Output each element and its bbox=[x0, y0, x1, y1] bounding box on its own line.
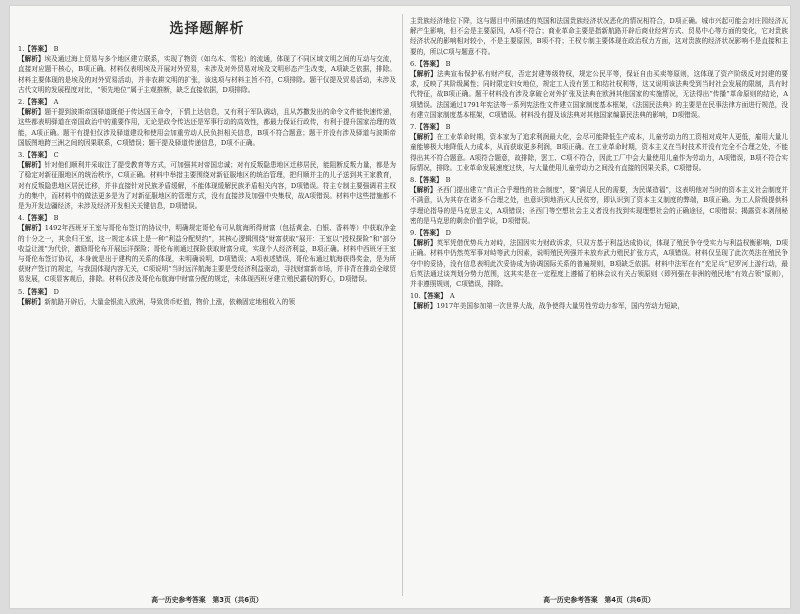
analysis-paragraph bbox=[18, 107, 396, 148]
answer-value: A bbox=[53, 98, 59, 107]
analysis-text: 法典宣布保护私有财产权，否定封建等级特权，规定公民平等，保证自由买卖等原则，这体现了资产阶级反对封建的要求，反映了其阶级属性；同时限定妇女地位，规定工人没有罢工和结社权利等，这又说明该法典受到当时社会发展的限制，具有时代特征，故B项正确。题干材料没有涉及拿破仑对外扩张及法典在欧洲其他国家的实施情况，无法得出“传播”革命原则的结论，A项错误。法国通过1791年宪法等一系列宪法性文件建立国家制度基本框架，《法国民法典》的主要是在民事法律方面进行规范，没有建立国家制度基本框架，C项错误。材料没有提及该法典对其他国家编纂民法典的影响，D项错误。 bbox=[410, 70, 788, 119]
question-number: 8. bbox=[410, 176, 417, 185]
analysis-text: 1492年西班牙王室与哥伦布签订的协议中，明确规定哥伦布可从航海所得财富（包括黄金、白银、香料等）中获取净金的十分之一，其余归王室，这一规定本质上是一种“利益分配契约”，其核心逻辑围绕“财富获取”展开：王室以“授权探险”和“部分收益让渡”为代价，激励哥伦布开展远洋探险；哥伦布则通过探险获取财富分成，实现个人经济利益，B项正确。材料中西班牙王室与哥伦布签订协议，本身就是出于建构的关系的体现，未明确说明，D项错误；A项表述错误，哥伦布通过航海获得奖金，是为所获财产签订的规定，与我国体现内容无关，C项说明“当时远洋航海主要是受经济利益驱动，寻找财富新市场，并非背在推动全球贸易发展，C项显客观后，排除。材料仅涉及哥伦布航海中财富分配的规定，未体现西班牙建立殖民霸权的野心，D项错误。 bbox=[18, 224, 396, 284]
page-title: 选择题解析 bbox=[169, 21, 245, 37]
answer-label: 【答案】 bbox=[416, 229, 443, 238]
analysis-label: 【解析】 bbox=[18, 224, 45, 233]
question-item bbox=[18, 213, 396, 284]
question-number: 4. bbox=[18, 214, 25, 223]
analysis-label: 【解析】 bbox=[410, 133, 437, 142]
answer-value: B bbox=[53, 214, 59, 223]
answer-label: 【答案】 bbox=[24, 45, 51, 53]
question-item bbox=[410, 122, 788, 173]
answer-label: 【答案】 bbox=[416, 176, 443, 185]
question-number: 5. bbox=[18, 287, 25, 296]
analysis-text: 埃及通过海上贸易与多个地区建立联系，实现了物资（如乌木、雪松）的流通，体现了不同区域文明之间的互动与交流，直接对应题干核心，B项正确。材料仅表明埃及开展对外贸易，未涉及对外贸易对埃及文明形态产生改变，A项缺乏依据，排除。材料主要体现的是埃及的对外贸易活动，并非农耕文明的扩张，该选项与材料主旨不符，C项排除。题干仅提及贸易活动，未涉及古代文明的发展程度对比，“领先地位”属于主观推断，缺乏直接依据，D项排除。 bbox=[18, 55, 396, 94]
analysis-text: 针对他们顺利并采取注了提受教育等方式，可加强其对帝国忠诚；对有反叛隐患地区迁移居民，能阻断反叛力量，都是为了稳定对新征服地区的统治秩序，C项正确。材料中举措主要围绕对新征服地区的统治管理，把归顺并主的儿子送到其王家教育，对有反叛隐患地区居民迁移，并非直接针对民族矛盾缓解，不能体现缓解民族矛盾相关内容，D项错误。符主专制主要强调君主权力的集中，而材料中的做法更多是为了对新征服地区的管理方式，没有直接涉及加强中央集权，故A项错误。材料中这些措施都不是为开发边疆经济，未涉及经济开发相关关键信息，D项错误。 bbox=[18, 161, 396, 211]
analysis-text: 题干提到波斯帝国驿道既便于传达国王命令，下情上达信息，又有利于军队调动，且从苏撒发出的命令文件能快速传递，这些都表明驿道在帝国政治中的重要作用，无论是政令传达还是军事行动的高效性，都最力保证行政传，有利于提升国家治理的效能，A项正确。题干有提但仅涉及驿道建设和使用会加重劳动人民负担相关信息，B项不符合题意；题干并没有涉及驿道与波斯帝国版图地跨三洲之间的因果联系，C项错误；题干提及驿道传递信息，D项不正确。 bbox=[18, 108, 396, 147]
question-item bbox=[410, 175, 788, 226]
question-number: 3. bbox=[18, 151, 25, 160]
analysis-paragraph bbox=[410, 132, 788, 173]
answer-line bbox=[410, 291, 788, 301]
right-page bbox=[410, 6, 788, 608]
analysis-text: 在工业革命时期，资本家为了追求利润最大化，会尽可能降低生产成本，儿童劳动力的工资相对成年人更低，雇用大量儿童能够极大地降低人力成本，从而获取更多利润，B项正确。在工业革命时期，资本主义在当时技术并没有完全不合理之处，不能得出其不符合题意。A项符合题意，故排除，罢工、C项不符合，因此工厂中会大量使用儿童作为劳动力，A项错误，B项不符合实际情况，排除。工业革命发展速度过快，与大量使用儿童劳动力之间没有直接的因果关系，C项错误。 bbox=[410, 133, 788, 172]
question-item bbox=[410, 16, 788, 57]
analysis-paragraph bbox=[410, 185, 788, 226]
answer-line bbox=[410, 228, 788, 238]
answer-sheet bbox=[10, 6, 790, 608]
left-footer: 高一历史参考答案 第3页（共6页） bbox=[151, 596, 263, 604]
question-number: 10. bbox=[410, 292, 421, 301]
answer-label: 【答案】 bbox=[416, 59, 443, 68]
answer-value: C bbox=[53, 151, 59, 160]
question-item bbox=[410, 228, 788, 289]
answer-value: B bbox=[445, 59, 451, 68]
left-page bbox=[18, 6, 396, 608]
answer-line bbox=[18, 97, 396, 107]
analysis-label: 【解析】 bbox=[18, 161, 45, 170]
question-number: 2. bbox=[18, 98, 25, 107]
analysis-label: 【解析】 bbox=[18, 297, 45, 306]
analysis-paragraph bbox=[410, 301, 788, 311]
answer-line bbox=[18, 287, 396, 297]
analysis-paragraph bbox=[18, 54, 396, 95]
answer-line bbox=[410, 175, 788, 185]
answer-label: 【答案】 bbox=[416, 123, 443, 132]
answer-value: D bbox=[53, 287, 59, 296]
right-item-list bbox=[410, 16, 788, 312]
analysis-label: 【解析】 bbox=[18, 108, 45, 117]
question-item bbox=[18, 287, 396, 307]
analysis-text: 主贵族经济地位下降，这与题目中所描述的英国和法国贵族经济状况恶化的情况相符合，D项正确。城市兴起可能会对庄园经济瓦解产生影响，但不会是主要原因，A项不符合；商业革命主要是指新航路开辟后商业经营方式、贸易中心等方面的变化，它对贵族经济状况的影响相对较小，不是主要原因，B项不符；王权专制主要体现在政治权力方面，这对贵族的经济状况影响不是直接和主要的，所以C项与题意不符。 bbox=[410, 17, 788, 56]
answer-line bbox=[410, 59, 788, 69]
left-item-list bbox=[18, 44, 396, 307]
answer-line bbox=[410, 122, 788, 132]
analysis-text: 新航路开辟后，大量金银流入欧洲，导致货币贬值，物价上涨，依赖固定地租收入的领 bbox=[44, 297, 295, 306]
question-item bbox=[18, 150, 396, 211]
answer-label: 【答案】 bbox=[24, 214, 51, 223]
answer-value: B bbox=[445, 176, 451, 185]
answer-value: B bbox=[53, 45, 59, 53]
right-footer: 高一历史参考答案 第4页（共6页） bbox=[543, 596, 655, 604]
answer-value: A bbox=[449, 292, 455, 301]
analysis-paragraph bbox=[18, 160, 396, 211]
answer-line bbox=[18, 213, 396, 223]
answer-label: 【答案】 bbox=[420, 292, 447, 301]
analysis-label: 【解析】 bbox=[410, 70, 438, 79]
analysis-paragraph bbox=[410, 16, 788, 57]
question-item bbox=[18, 44, 396, 95]
analysis-label: 【解析】 bbox=[410, 239, 437, 248]
analysis-paragraph bbox=[18, 223, 396, 284]
analysis-text: 圣西门提出建立“真正合乎理性的社会制度”，要“满足人民的需要，为民谋造福”，这表明他对当时的资本主义社会制度并不满意，认为其存在诸多不合理之处，也意识到地消灭人民贫穷，即认识到了资本主义制度的弊端，B项正确。为工人阶级提供科学理论指导的是马克思主义，A项错误；圣西门等空想社会主义者没有找到实现理想社会的正确途径，C项错误；揭露资本剥削秘密的是马克思的剩余价值学说，D项错误。 bbox=[410, 186, 788, 225]
answer-line bbox=[18, 44, 396, 54]
question-item bbox=[410, 291, 788, 311]
analysis-paragraph bbox=[18, 297, 396, 307]
analysis-text: 1917年美国参加第一次世界大战，战争使得大量男性劳动力参军，国内劳动力短缺， bbox=[436, 302, 684, 311]
analysis-label: 【解析】 bbox=[410, 186, 437, 195]
analysis-paragraph bbox=[410, 69, 788, 120]
page-divider bbox=[402, 14, 403, 596]
analysis-label: 【解析】 bbox=[410, 302, 437, 311]
question-number: 6. bbox=[410, 59, 417, 68]
answer-label: 【答案】 bbox=[24, 98, 51, 107]
answer-line bbox=[18, 150, 396, 160]
question-number: 9. bbox=[410, 229, 417, 238]
answer-label: 【答案】 bbox=[24, 287, 51, 296]
question-number: 7. bbox=[410, 123, 417, 132]
analysis-label: 【解析】 bbox=[18, 55, 45, 64]
question-item bbox=[410, 59, 788, 120]
question-number: 1. bbox=[18, 45, 25, 53]
analysis-paragraph bbox=[410, 238, 788, 289]
question-item bbox=[18, 97, 396, 148]
answer-value: B bbox=[445, 123, 451, 132]
analysis-text: 英军凭借优势兵力对峙，法国因实力财政诉求，只双方基于利益达成协议，体现了殖民争夺受实力与利益权衡影响，D项正确。材料中仍然英军事对峙等武力因素，说明殖民列强并未放弃武力殖民扩张方式，A项错误。材料仅呈现了此次英法在殖民争夺中的妥协，没有信息表明此次妥协成为协调国际关系的普遍规则，B项缺乏依据。材料中法军在有“充足兵”尼罗河上游行动，最后英法通过谈判划分势力范围，这其实是在一定程度上遵循了柏林会议有关占领原则（即列强在非洲的殖民地“有效占领”原则），并非遵照规则，C项错误，排除。 bbox=[410, 239, 788, 289]
answer-label: 【答案】 bbox=[24, 151, 51, 160]
answer-value: D bbox=[445, 229, 451, 238]
